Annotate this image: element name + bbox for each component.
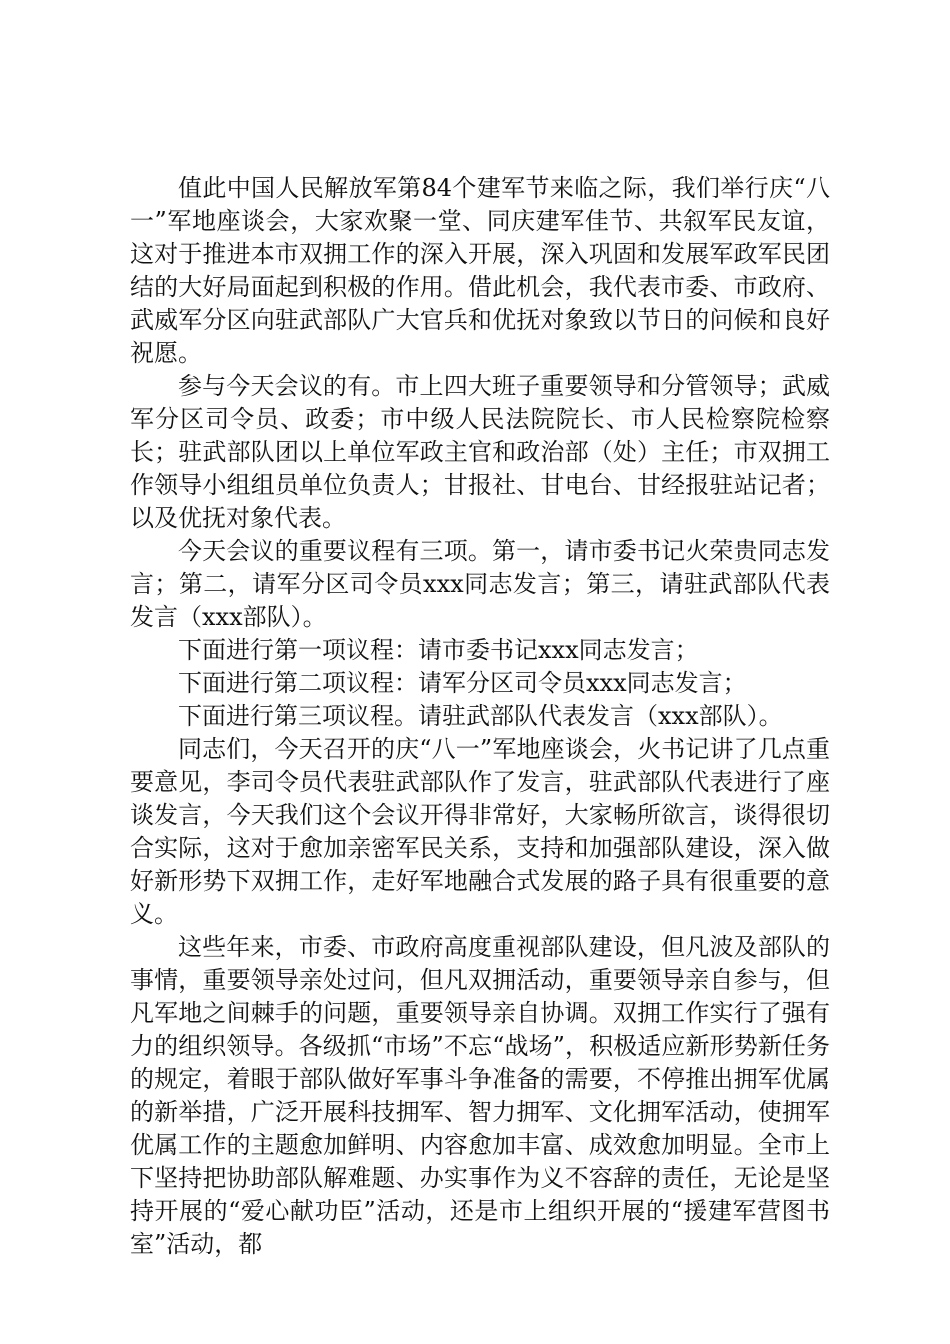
paragraph-review: 这些年来，市委、市政府高度重视部队建设，但凡波及部队的事情，重要领导亲处过问，但凡双拥活动，重要领导亲自参与，但凡军地之间棘手的问题，重要领导亲自协调。双拥工作实行了强有力的组织领导。各级抓“市场”不忘“战场”，积极适应新形势新任务的规定，着眼于部队做好军事斗争准备的需要，不停推出拥军优属的新举措，广泛开展科技拥军、智力拥军、文化拥军活动，使拥军优属工作的主题愈加鲜明、内容愈加丰富、成效愈加明显。全市上下坚持把协助部队解难题、办实事作为义不容辞的责任，无论是坚持开展的“爱心献功臣”活动，还是市上组织开展的“援建军营图书室”活动，都 bbox=[130, 933, 830, 1258]
paragraph-opening: 值此中国人民解放军第84个建军节来临之际，我们举行庆“八一”军地座谈会，大家欢聚一堂、同庆建军佳节、共叙军民友谊，这对于推进本市双拥工作的深入开展，深入巩固和发展军政军民团结的大好局面起到积极的作用。借此机会，我代表市委、市政府、武威军分区向驻武部队广大官兵和优抚对象致以节日的问候和良好祝愿。 bbox=[130, 174, 830, 367]
paragraph-agenda-item-3: 下面进行第三项议程。请驻武部队代表发言（xxx部队）。 bbox=[178, 702, 783, 730]
paragraph-attendees: 参与今天会议的有。市上四大班子重要领导和分管领导；武威军分区司令员、政委；市中级人民法院院长、市人民检察院检察长；驻武部队团以上单位军政主官和政治部（处）主任；市双拥工作领导小组组员单位负责人；甘报社、甘电台、甘经报驻站记者；以及优抚对象代表。 bbox=[130, 372, 830, 532]
document-body bbox=[130, 172, 830, 1261]
paragraph-agenda: 今天会议的重要议程有三项。第一，请市委书记火荣贵同志发言；第二，请军分区司令员xxx同志发言；第三，请驻武部队代表发言（xxx部队）。 bbox=[130, 537, 830, 631]
paragraph-agenda-item-2: 下面进行第二项议程：请军分区司令员xxx同志发言； bbox=[178, 669, 747, 697]
paragraph-summary: 同志们，今天召开的庆“八一”军地座谈会，火书记讲了几点重要意见，李司令员代表驻武部队作了发言，驻武部队代表进行了座谈发言，今天我们这个会议开得非常好，大家畅所欲言，谈得很切合实际，这对于愈加亲密军民关系，支持和加强部队建设，深入做好新形势下双拥工作，走好军地融合式发展的路子具有很重要的意义。 bbox=[130, 735, 830, 928]
paragraph-agenda-item-1: 下面进行第一项议程：请市委书记xxx同志发言； bbox=[178, 636, 699, 664]
